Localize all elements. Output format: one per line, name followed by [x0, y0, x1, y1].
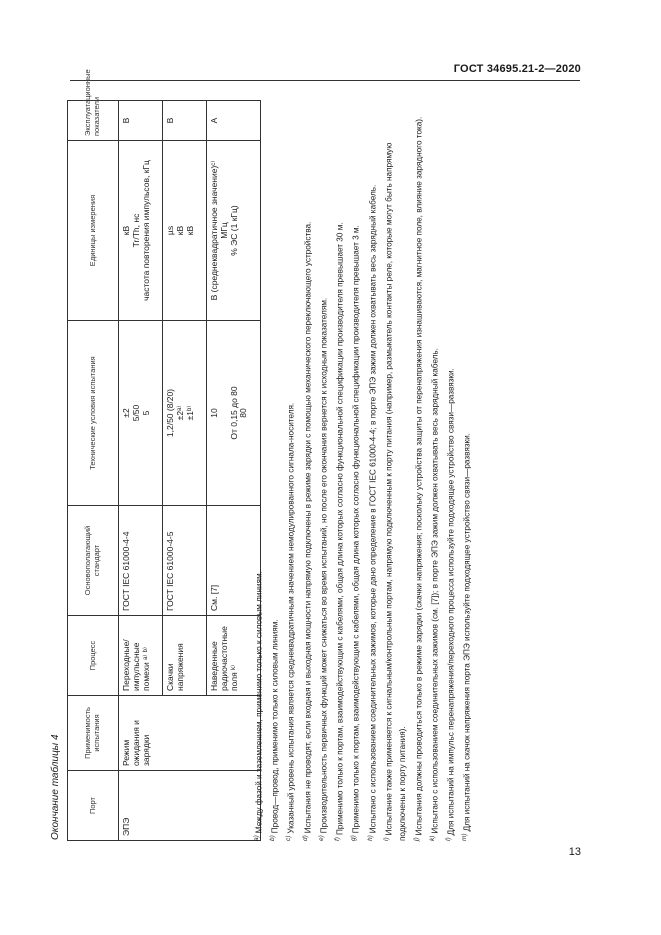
footnote-mark: k)	[428, 835, 436, 841]
cell-conditions	[119, 321, 163, 506]
page-number: 13	[568, 846, 581, 858]
condition-value: 5	[140, 410, 151, 416]
condition-value: ±1ᵇ⁾	[184, 405, 195, 421]
footnote	[299, 106, 315, 841]
footnote	[331, 106, 347, 841]
condition-value: 1,2/50 (8/20)	[165, 388, 175, 438]
footnote-mark: h)	[366, 835, 374, 841]
footnote-mark: j)	[412, 837, 420, 841]
footnote-mark: а)	[253, 835, 260, 841]
condition-value: ±2ᵃ⁾	[174, 405, 185, 421]
unit-value: МГц	[218, 222, 229, 239]
footnote-text: Испытано с использованием соединительных зажимов, которые дано определение в ГОСТ IEC 61000-4-4; в порте ЭПЭ зажим должен охватывать весь зарядный кабель.	[368, 184, 378, 834]
cell-process: Переходные/импульсные помехи ᵃ⁾ ᵇ⁾	[119, 616, 163, 696]
condition-value: От 0,15 до 80	[228, 386, 239, 440]
condition-value: 10	[209, 408, 219, 418]
cell-criterion: B	[119, 101, 163, 141]
footnote-mark: e)	[317, 835, 325, 841]
header-criterion: Эксплуатационные показатели	[68, 101, 119, 141]
table-header-row	[68, 101, 119, 841]
condition-value: 5/50	[130, 404, 141, 422]
condition-value: ±2	[121, 408, 131, 418]
unit-value: µs	[165, 225, 175, 236]
cell-criterion: B	[163, 101, 207, 141]
header-port: Порт	[68, 771, 119, 841]
cell-criterion: A	[207, 101, 261, 141]
header-units: Единицы измерения	[68, 141, 119, 321]
footnote-mark: f)	[334, 837, 342, 841]
footnote-text: Испытания должны проводиться только в режиме зарядки (скачки напряжения; поскольку устройства защиты от перенапряжения изнашиваются, магнитное поле, влияние зарядного тока).	[414, 116, 424, 836]
footnote-mark: m)	[461, 833, 469, 841]
cell-conditions	[163, 321, 207, 506]
footnote-text: Для испытаний на скачок напряжения порта ЭПЭ используйте подходящее устройство связи—развязки.	[463, 433, 473, 832]
unit-value: Tr/Th, нс	[130, 213, 141, 248]
footnote-mark: g)	[350, 835, 358, 841]
table-footnotes	[250, 106, 475, 841]
footnote-text: Испытание также применяется к сигнальным/контрольным портам, напрямую подключенным к порту питания (например, размыкатель контакты реле, которые могут быть напрямую подключены к порту питания).	[384, 142, 408, 841]
cell-standard: ГОСТ IEC 61000-4-4	[119, 506, 163, 616]
header-conditions: Технические условия испытания	[68, 321, 119, 506]
cell-process: Наведенные радиочастотные поля ᵏ⁾	[207, 616, 261, 696]
unit-value: В (среднеквадратичное значение)ᶜ⁾	[209, 160, 219, 301]
unit-value: частота повторения импульсов, кГц	[140, 160, 151, 301]
footnote	[282, 106, 298, 841]
footnote-mark: b)	[269, 835, 277, 841]
header-applicability: Применимость испытания	[68, 696, 119, 771]
unit-value: % ЭС (1 кГц)	[228, 205, 239, 256]
footnote-mark: d)	[301, 835, 309, 841]
cell-port: ЭПЭ	[119, 771, 261, 841]
table-caption: Окончание таблицы 4	[50, 734, 61, 840]
header-standard: Основополагающий стандарт	[68, 506, 119, 616]
footnote-text: Провод—провод, применимо только к силовым линиям.	[270, 619, 280, 834]
cell-process: Скачки напряжения	[163, 616, 207, 696]
cell-units	[163, 141, 207, 321]
footnote-text: Между фазой и заземлением, применимо только к силовым линиям.	[254, 571, 264, 834]
rotated-landscape-content	[45, 69, 560, 855]
header-process: Процесс	[68, 616, 119, 696]
cell-standard: ГОСТ IEC 61000-4-5	[163, 506, 207, 616]
document-header: ГОСТ 34695.21-2—2020	[453, 63, 581, 75]
footnote	[410, 106, 426, 841]
footnote-text: Применимо только к портам, взаимодействующим с кабелями, общая длина которых согласно функциональной спецификации производителя превышает 30 м.	[335, 222, 345, 836]
footnote-mark: c)	[285, 835, 293, 841]
footnote-text: Применимо только к портам, взаимодействующим с кабелями, общая длина которых согласно функциональной спецификации производителя превышает 3 м.	[352, 225, 362, 834]
footnote	[458, 106, 474, 841]
footnote-mark: i)	[382, 837, 390, 841]
footnote	[364, 106, 380, 841]
footnote-text: Испытания не проводят, если входная и выходная мощности напрямую подключены в режиме зарядки с помощью механического переключающего устройства.	[303, 221, 313, 834]
footnote-text: Указанный уровень испытания является среднеквадратичным значением немодулированного сигнала-носителя.	[287, 402, 297, 834]
cell-applicability: Режим ожидания и зарядки	[119, 696, 261, 771]
table-row	[119, 101, 163, 841]
test-table	[67, 69, 261, 841]
cell-standard: См. [7]	[207, 506, 261, 616]
footnote-text: Производительность первичных функций может снижаться во время испытаний, но после его окончания вернется к исходным показателям.	[319, 297, 329, 834]
footnote-text: Для испытаний на импульс перенапряжения/переходного процесса используйте подходящее устройство связи—развязки.	[446, 368, 456, 836]
cell-units	[119, 141, 163, 321]
footnote	[266, 106, 282, 841]
footnote	[380, 106, 410, 841]
footnote	[315, 106, 331, 841]
header-rule	[70, 80, 580, 81]
footnote	[442, 106, 458, 841]
footnote-text: Испытано с использованием соединительных зажимов (см. [7]); в порте ЭПЭ зажим должен охватывать весь зарядный кабель.	[430, 348, 440, 834]
unit-value: кВ	[121, 225, 131, 236]
footnote-mark: l)	[445, 837, 453, 841]
condition-value: 80	[238, 408, 249, 418]
footnote	[250, 106, 266, 841]
unit-value: кВ	[184, 225, 195, 236]
unit-value: кВ	[174, 225, 185, 236]
footnote	[426, 106, 442, 841]
footnote	[347, 106, 363, 841]
